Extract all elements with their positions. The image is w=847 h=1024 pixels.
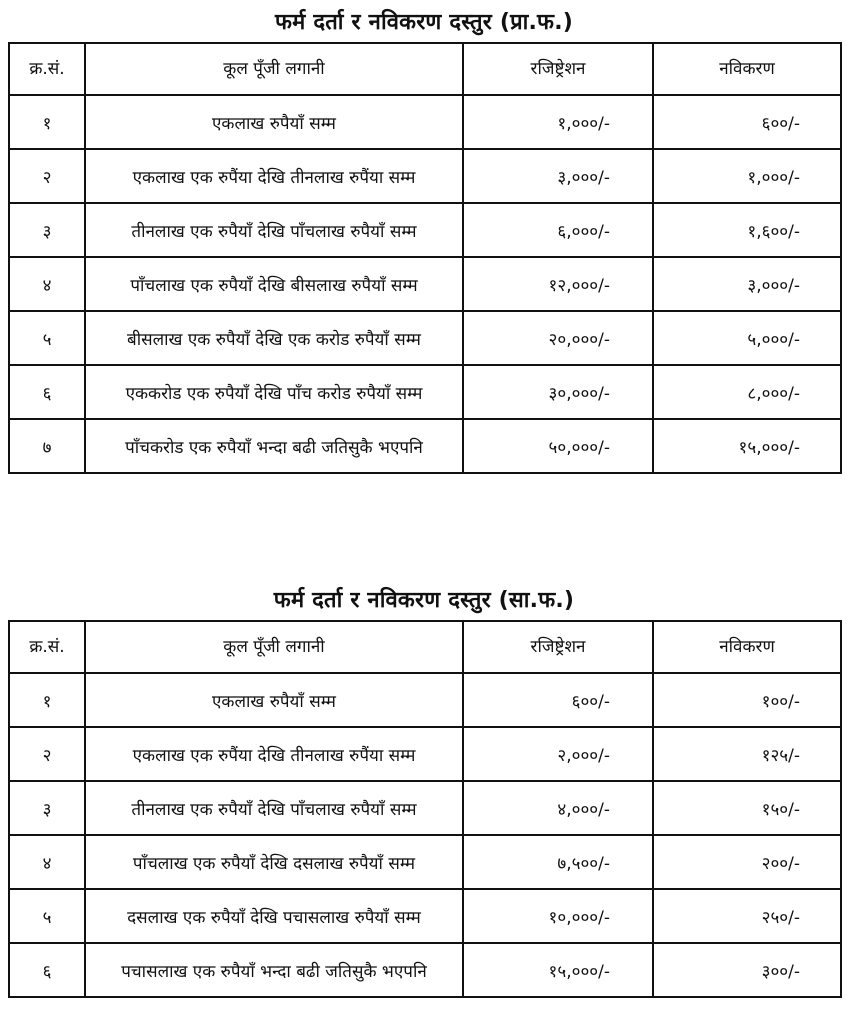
header-renewal: नविकरण [653, 43, 841, 95]
row-serial-number: ६ [9, 365, 85, 419]
row-registration-fee: ६००/- [463, 673, 653, 727]
row-serial-number: १ [9, 95, 85, 149]
row-renewal-fee: २५०/- [653, 889, 841, 943]
table-row [9, 835, 841, 889]
row-serial-number: ४ [9, 835, 85, 889]
row-registration-fee: १२,०००/- [463, 257, 653, 311]
row-renewal-fee: १००/- [653, 673, 841, 727]
row-investment-range: पाँचलाख एक रुपैयाँ देखि बीसलाख रुपैयाँ सम्म [85, 257, 463, 311]
table-title: फर्म दर्ता र नविकरण दस्तुर (प्रा.फ.) [274, 10, 574, 35]
row-serial-number: ३ [9, 203, 85, 257]
table-header-row [9, 43, 841, 95]
row-investment-range: पाँचकरोड एक रुपैयाँ भन्दा बढी जतिसुकै भएपनि [85, 419, 463, 473]
table-header-row [9, 621, 841, 673]
table-row [9, 419, 841, 473]
row-registration-fee: १५,०००/- [463, 943, 653, 997]
row-registration-fee: २,०००/- [463, 727, 653, 781]
row-serial-number: ७ [9, 419, 85, 473]
row-renewal-fee: ६००/- [653, 95, 841, 149]
row-registration-fee: ७,५००/- [463, 835, 653, 889]
row-registration-fee: २०,०००/- [463, 311, 653, 365]
row-investment-range: दसलाख एक रुपैयाँ देखि पचासलाख रुपैयाँ सम्म [85, 889, 463, 943]
row-registration-fee: १,०००/- [463, 95, 653, 149]
header-capital-investment: कूल पूँजी लगानी [85, 43, 463, 95]
row-serial-number: ५ [9, 311, 85, 365]
row-serial-number: ३ [9, 781, 85, 835]
row-investment-range: एकलाख एक रुपैंया देखि तीनलाख रुपैंया सम्म [85, 727, 463, 781]
row-renewal-fee: १,६००/- [653, 203, 841, 257]
row-serial-number: ६ [9, 943, 85, 997]
row-renewal-fee: २००/- [653, 835, 841, 889]
header-serial-number: क्र.सं. [9, 43, 85, 95]
row-investment-range: पाँचलाख एक रुपैयाँ देखि दसलाख रुपैयाँ सम्म [85, 835, 463, 889]
table-row [9, 889, 841, 943]
row-investment-range: तीनलाख एक रुपैयाँ देखि पाँचलाख रुपैयाँ सम्म [85, 781, 463, 835]
row-serial-number: १ [9, 673, 85, 727]
row-registration-fee: ५०,०००/- [463, 419, 653, 473]
row-registration-fee: ३,०००/- [463, 149, 653, 203]
row-serial-number: ५ [9, 889, 85, 943]
row-registration-fee: ६,०००/- [463, 203, 653, 257]
row-investment-range: बीसलाख एक रुपैयाँ देखि एक करोड रुपैयाँ सम्म [85, 311, 463, 365]
header-capital-investment: कूल पूँजी लगानी [85, 621, 463, 673]
row-investment-range: तीनलाख एक रुपैयाँ देखि पाँचलाख रुपैयाँ सम्म [85, 203, 463, 257]
row-renewal-fee: ३,०००/- [653, 257, 841, 311]
header-registration: रजिष्ट्रेशन [463, 43, 653, 95]
fee-table-partnership-firm [8, 620, 842, 998]
row-renewal-fee: १५०/- [653, 781, 841, 835]
fee-section-private-firm [8, 4, 840, 474]
table-row [9, 149, 841, 203]
fee-section-partnership-firm [8, 582, 840, 998]
header-serial-number: क्र.सं. [9, 621, 85, 673]
table-row [9, 311, 841, 365]
row-registration-fee: ३०,०००/- [463, 365, 653, 419]
row-registration-fee: १०,०००/- [463, 889, 653, 943]
row-renewal-fee: ८,०००/- [653, 365, 841, 419]
table-row [9, 781, 841, 835]
header-renewal: नविकरण [653, 621, 841, 673]
row-investment-range: एककरोड एक रुपैयाँ देखि पाँच करोड रुपैयाँ सम्म [85, 365, 463, 419]
row-investment-range: एकलाख रुपैयाँ सम्म [85, 673, 463, 727]
row-serial-number: ४ [9, 257, 85, 311]
row-investment-range: एकलाख रुपैयाँ सम्म [85, 95, 463, 149]
table-row [9, 203, 841, 257]
row-serial-number: २ [9, 149, 85, 203]
table-row [9, 95, 841, 149]
table-row [9, 943, 841, 997]
row-renewal-fee: ३००/- [653, 943, 841, 997]
row-renewal-fee: १२५/- [653, 727, 841, 781]
row-renewal-fee: ५,०००/- [653, 311, 841, 365]
row-registration-fee: ४,०००/- [463, 781, 653, 835]
row-serial-number: २ [9, 727, 85, 781]
row-renewal-fee: १,०००/- [653, 149, 841, 203]
row-renewal-fee: १५,०००/- [653, 419, 841, 473]
table-row [9, 673, 841, 727]
table-row [9, 257, 841, 311]
table-row [9, 727, 841, 781]
fee-table-private-firm [8, 42, 842, 474]
row-investment-range: एकलाख एक रुपैंया देखि तीनलाख रुपैंया सम्म [85, 149, 463, 203]
header-registration: रजिष्ट्रेशन [463, 621, 653, 673]
row-investment-range: पचासलाख एक रुपैयाँ भन्दा बढी जतिसुकै भएपनि [85, 943, 463, 997]
table-title: फर्म दर्ता र नविकरण दस्तुर (सा.फ.) [273, 588, 575, 613]
table-row [9, 365, 841, 419]
